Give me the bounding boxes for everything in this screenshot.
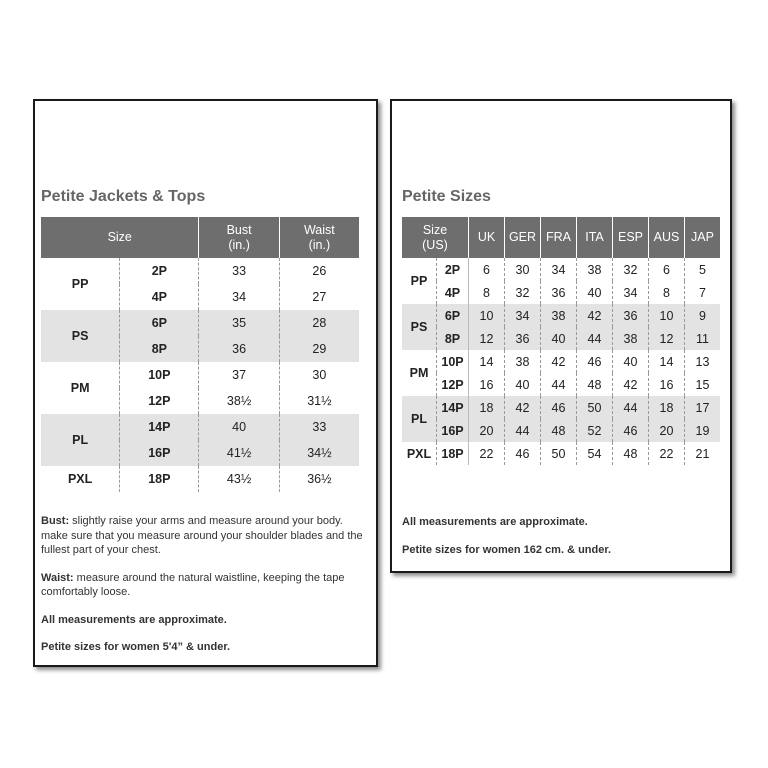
aus-size-value: 10 xyxy=(649,304,685,327)
waist-value: 31½ xyxy=(307,394,332,408)
header-bust xyxy=(199,217,279,258)
us-size-value: 8P xyxy=(437,327,469,350)
aus-size-value: 8 xyxy=(649,281,685,304)
header-size xyxy=(402,217,469,258)
uk-size-value: 12 xyxy=(469,327,505,350)
us-size-value: 2P xyxy=(437,258,469,281)
table-row xyxy=(402,350,720,373)
uk-size-value: 16 xyxy=(469,373,505,396)
us-size-value: 4P xyxy=(437,281,469,304)
uk-size-value: 18 xyxy=(469,396,505,419)
size-value: 18P xyxy=(120,466,199,492)
fra-size-value: 36 xyxy=(541,281,577,304)
panel-title: Petite Jackets & Tops xyxy=(41,188,206,205)
ita-size-value: 48 xyxy=(577,373,613,396)
ita-size-value: 40 xyxy=(577,281,613,304)
uk-size-value: 6 xyxy=(469,258,505,281)
fra-size-value: 34 xyxy=(541,258,577,281)
bust-note-label: Bust: xyxy=(41,515,70,527)
waist-value: 28 xyxy=(279,310,359,336)
petite-note-text: Petite sizes for women 5'4” & under. xyxy=(41,641,231,653)
header-uk: UK xyxy=(469,217,505,258)
bust-value: 38½ xyxy=(199,388,279,414)
table-row xyxy=(41,414,359,440)
table-row xyxy=(41,362,359,388)
ita-size-value: 46 xyxy=(577,350,613,373)
uk-size-value: 20 xyxy=(469,419,505,442)
jackets-size-table xyxy=(41,217,359,492)
petite-sizes-panel xyxy=(390,99,732,573)
header-waist-label: Waist xyxy=(303,222,335,237)
esp-size-value: 34 xyxy=(613,281,649,304)
size-group-label: PM xyxy=(41,362,120,414)
fra-size-value: 38 xyxy=(541,304,577,327)
jap-size-value: 9 xyxy=(685,304,721,327)
table-row xyxy=(402,258,720,281)
fra-size-value: 44 xyxy=(541,373,577,396)
jap-size-value: 17 xyxy=(685,396,721,419)
table-header-row xyxy=(41,217,359,258)
petite-note: Petite sizes for women 162 cm. & under. xyxy=(402,544,612,556)
ita-size-value: 50 xyxy=(577,396,613,419)
esp-size-value: 40 xyxy=(613,350,649,373)
header-bust-unit: (in.) xyxy=(228,237,250,252)
us-size-value: 14P xyxy=(437,396,469,419)
fra-size-value: 46 xyxy=(541,396,577,419)
ger-size-value: 40 xyxy=(505,373,541,396)
bust-value: 36 xyxy=(199,336,279,362)
table-header-row xyxy=(402,217,720,258)
jap-size-value: 19 xyxy=(685,419,721,442)
table-row xyxy=(41,310,359,336)
header-esp: ESP xyxy=(613,217,649,258)
international-size-table xyxy=(402,217,720,465)
jap-size-value: 21 xyxy=(695,446,710,461)
us-size-value: 18P xyxy=(437,442,469,465)
header-size-unit: (US) xyxy=(422,237,448,252)
us-size-value: 10P xyxy=(437,350,469,373)
bust-value: 40 xyxy=(199,414,279,440)
aus-size-value: 18 xyxy=(649,396,685,419)
waist-note xyxy=(41,571,371,600)
ita-size-value: 42 xyxy=(577,304,613,327)
fra-size-value: 48 xyxy=(541,419,577,442)
table-row xyxy=(402,396,720,419)
jap-size-value: 15 xyxy=(695,377,710,392)
us-size-value: 6P xyxy=(437,304,469,327)
ger-size-value: 36 xyxy=(505,327,541,350)
approx-note-text: All measurements are approximate. xyxy=(41,613,227,626)
waist-note-text: measure around the natural waistline, keeping the tape comfortably loose. xyxy=(41,571,345,598)
esp-size-value: 44 xyxy=(613,396,649,419)
header-jap: JAP xyxy=(685,217,721,258)
approx-note: All measurements are approximate. xyxy=(402,516,588,528)
header-ger: GER xyxy=(505,217,541,258)
aus-size-value: 16 xyxy=(649,373,685,396)
aus-size-value: 6 xyxy=(649,258,685,281)
uk-size-value: 8 xyxy=(469,281,505,304)
header-ita: ITA xyxy=(577,217,613,258)
uk-size-value: 14 xyxy=(469,350,505,373)
table-row xyxy=(402,373,720,396)
table-row xyxy=(41,258,359,284)
table-row xyxy=(402,419,720,442)
header-waist-unit: (in.) xyxy=(308,237,331,252)
uk-size-value: 10 xyxy=(469,304,505,327)
esp-size-value: 36 xyxy=(613,304,649,327)
size-value: 14P xyxy=(120,414,199,440)
waist-value: 27 xyxy=(312,290,327,304)
us-size-value: 12P xyxy=(437,373,469,396)
petite-note xyxy=(41,640,371,655)
size-group-label: PL xyxy=(41,414,120,466)
measurement-notes xyxy=(41,514,371,668)
size-group-label: PXL xyxy=(402,442,437,465)
ita-size-value: 44 xyxy=(577,327,613,350)
table-row xyxy=(402,442,720,465)
jap-size-value: 11 xyxy=(685,327,721,350)
waist-note-label: Waist: xyxy=(41,571,74,584)
table-row xyxy=(402,327,720,350)
esp-size-value: 42 xyxy=(613,373,649,396)
uk-size-value: 22 xyxy=(469,442,505,465)
waist-value: 26 xyxy=(312,264,327,278)
jap-size-value: 5 xyxy=(699,262,706,277)
size-group-label: PXL xyxy=(41,466,120,492)
size-value: 10P xyxy=(120,362,199,388)
measurement-notes xyxy=(402,515,722,571)
bust-value: 37 xyxy=(199,362,279,388)
header-fra: FRA xyxy=(541,217,577,258)
ita-size-value: 54 xyxy=(577,442,613,465)
waist-value: 36½ xyxy=(307,472,332,486)
aus-size-value: 12 xyxy=(649,327,685,350)
aus-size-value: 22 xyxy=(649,442,685,465)
size-value: 4P xyxy=(120,284,199,310)
ger-size-value: 46 xyxy=(505,442,541,465)
size-group-label: PS xyxy=(402,304,437,350)
esp-size-value: 32 xyxy=(613,258,649,281)
size-group-label: PP xyxy=(402,258,437,304)
aus-size-value: 14 xyxy=(649,350,685,373)
table-row xyxy=(402,304,720,327)
ger-size-value: 32 xyxy=(505,281,541,304)
ger-size-value: 30 xyxy=(505,258,541,281)
panel-title: Petite Sizes xyxy=(402,188,491,205)
ita-size-value: 38 xyxy=(577,258,613,281)
esp-size-value: 48 xyxy=(613,442,649,465)
bust-value: 33 xyxy=(199,258,279,284)
fra-size-value: 40 xyxy=(541,327,577,350)
waist-value: 33 xyxy=(279,414,359,440)
header-size: Size xyxy=(41,217,199,258)
ita-size-value: 52 xyxy=(577,419,613,442)
waist-value: 30 xyxy=(312,368,327,382)
size-group-label: PL xyxy=(402,396,437,442)
bust-note xyxy=(41,514,371,558)
approx-note xyxy=(41,613,371,628)
bust-value: 34 xyxy=(199,284,279,310)
bust-value: 35 xyxy=(199,310,279,336)
size-value: 12P xyxy=(120,388,199,414)
esp-size-value: 38 xyxy=(613,327,649,350)
bust-note-text: slightly raise your arms and measure around your body. make sure that you measure around your shoulder blades and the fullest part of your chest. xyxy=(41,515,363,556)
aus-size-value: 20 xyxy=(649,419,685,442)
header-size-label: Size xyxy=(422,222,448,237)
waist-value: 29 xyxy=(279,336,359,362)
ger-size-value: 38 xyxy=(505,350,541,373)
bust-value: 43½ xyxy=(199,466,279,492)
jap-size-value: 7 xyxy=(699,285,706,300)
size-group-label: PS xyxy=(41,310,120,362)
size-value: 6P xyxy=(120,310,199,336)
us-size-value: 16P xyxy=(437,419,469,442)
size-group-label: PP xyxy=(41,258,120,310)
ger-size-value: 44 xyxy=(505,419,541,442)
size-group-label: PM xyxy=(402,350,437,396)
header-waist xyxy=(279,217,359,258)
size-value: 2P xyxy=(120,258,199,284)
jap-size-value: 13 xyxy=(695,354,710,369)
size-value: 8P xyxy=(120,336,199,362)
ger-size-value: 34 xyxy=(505,304,541,327)
esp-size-value: 46 xyxy=(613,419,649,442)
waist-value: 34½ xyxy=(279,440,359,466)
petite-jackets-panel xyxy=(33,99,378,667)
ger-size-value: 42 xyxy=(505,396,541,419)
size-value: 16P xyxy=(120,440,199,466)
table-row xyxy=(402,281,720,304)
header-bust-label: Bust xyxy=(226,222,252,237)
table-row xyxy=(41,466,359,492)
fra-size-value: 42 xyxy=(541,350,577,373)
fra-size-value: 50 xyxy=(541,442,577,465)
header-aus: AUS xyxy=(649,217,685,258)
bust-value: 41½ xyxy=(199,440,279,466)
